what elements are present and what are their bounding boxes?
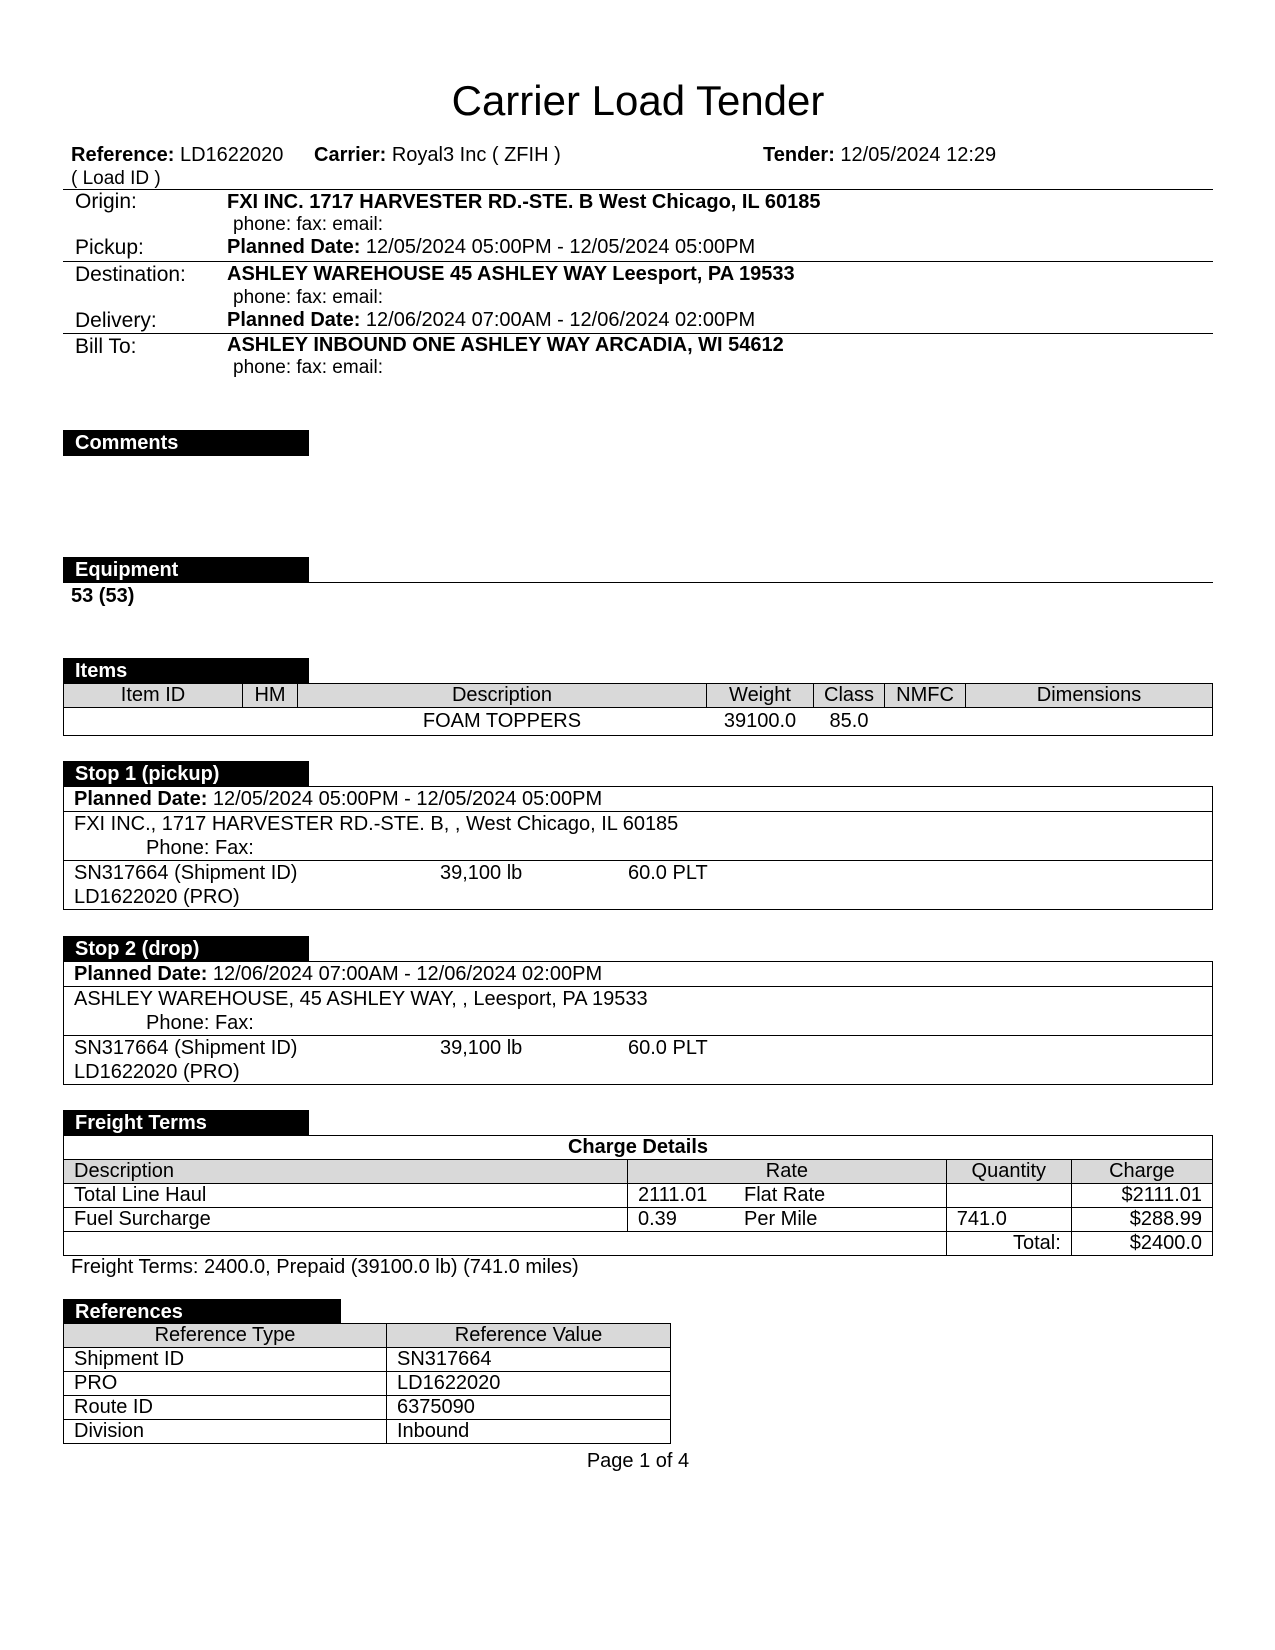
reference-value: Inbound [387, 1420, 671, 1444]
charge-amount: $2111.01 [1071, 1184, 1212, 1208]
charge-description: Total Line Haul [64, 1184, 628, 1208]
references-table [63, 1323, 671, 1444]
reference-value: 6375090 [387, 1396, 671, 1420]
destination-label: Destination: [75, 263, 186, 286]
reference-label: Reference: [71, 144, 175, 166]
table-row [64, 1372, 671, 1396]
column-header: Description [64, 1160, 628, 1184]
table-row [64, 1184, 1213, 1208]
document-title: Carrier Load Tender [451, 77, 825, 124]
reference-note: ( Load ID ) [71, 168, 161, 189]
reference-type: Route ID [64, 1396, 387, 1420]
charge-description: Fuel Surcharge [64, 1208, 628, 1232]
bill-to-label: Bill To: [75, 335, 137, 358]
column-header: Class [814, 684, 885, 708]
charge-rate-type: Flat Rate [734, 1184, 946, 1208]
charge-rate-type: Per Mile [734, 1208, 946, 1232]
stop-1-shipment-block [64, 861, 1212, 909]
class-cell: 85.0 [814, 708, 885, 736]
charge-rate: 0.39 [628, 1208, 735, 1232]
origin-label: Origin: [75, 190, 137, 213]
stop-2-shipment-id: SN317664 (Shipment ID) [74, 1037, 298, 1059]
stop-1-address: FXI INC., 1717 HARVESTER RD.-STE. B, , West Chicago, IL 60185 [74, 813, 679, 835]
stop-1-box [63, 786, 1213, 910]
stop-1-planned-date [64, 787, 1212, 812]
nmfc-cell [885, 708, 966, 736]
planned-date-label: Planned Date: [227, 309, 361, 331]
carrier-value: Royal3 Inc ( ZFIH ) [391, 144, 561, 166]
table-row [64, 1420, 671, 1444]
page-number: Page 1 of 4 [586, 1450, 690, 1472]
items-heading: Items [63, 658, 309, 684]
divider [63, 582, 1213, 583]
stop-2-pro: LD1622020 (PRO) [74, 1061, 240, 1083]
destination-contact: phone: fax: email: [233, 287, 383, 308]
planned-date-label: Planned Date: [74, 788, 208, 810]
stop-2-heading: Stop 2 (drop) [63, 936, 309, 962]
description-cell: FOAM TOPPERS [298, 708, 707, 736]
stop-2-address: ASHLEY WAREHOUSE, 45 ASHLEY WAY, , Leesport, PA 19533 [74, 988, 648, 1010]
hm-cell [243, 708, 298, 736]
delivery-planned-date [227, 309, 755, 332]
references-heading: References [63, 1299, 341, 1325]
reference-type: PRO [64, 1372, 387, 1396]
dimensions-cell [966, 708, 1213, 736]
column-header: Weight [707, 684, 814, 708]
column-header: Charge [1071, 1160, 1212, 1184]
divider [63, 189, 1213, 190]
stop-2-planned-date [64, 962, 1212, 987]
reference-value: LD1622020 [387, 1372, 671, 1396]
reference-type: Division [64, 1420, 387, 1444]
tender-value: 12/05/2024 12:29 [840, 144, 997, 166]
origin-address: FXI INC. 1717 HARVESTER RD.-STE. B West Chicago, IL 60185 [227, 191, 821, 213]
stop-1-pro: LD1622020 (PRO) [74, 886, 240, 908]
freight-terms-text: Freight Terms: 2400.0, Prepaid (39100.0 lb) (741.0 miles) [71, 1256, 579, 1278]
column-header: Reference Type [64, 1324, 387, 1348]
charge-amount: $288.99 [1071, 1208, 1212, 1232]
freight-terms-heading: Freight Terms [63, 1110, 309, 1136]
carrier-label: Carrier: [314, 144, 387, 166]
column-header: Dimensions [966, 684, 1213, 708]
total-row [64, 1232, 1213, 1256]
pickup-label: Pickup: [75, 236, 144, 259]
charge-quantity: 741.0 [946, 1208, 1071, 1232]
column-header: Reference Value [387, 1324, 671, 1348]
column-header: Description [298, 684, 707, 708]
charge-details-table [63, 1135, 1213, 1256]
planned-date-label: Planned Date: [74, 963, 208, 985]
table-row [64, 708, 1213, 736]
items-table [63, 683, 1213, 736]
items-header-row [64, 684, 1213, 708]
column-header: NMFC [885, 684, 966, 708]
reference-field [71, 144, 283, 167]
bill-to-contact: phone: fax: email: [233, 357, 383, 378]
column-header: Quantity [946, 1160, 1071, 1184]
carrier-field [314, 144, 561, 167]
weight-cell: 39100.0 [707, 708, 814, 736]
references-header-row [64, 1324, 671, 1348]
charge-header-row [64, 1160, 1213, 1184]
destination-address: ASHLEY WAREHOUSE 45 ASHLEY WAY Leesport, PA 19533 [227, 263, 795, 285]
stop-1-weight: 39,100 lb [440, 862, 523, 884]
table-row [64, 1348, 671, 1372]
column-header: Item ID [64, 684, 243, 708]
table-row [64, 1396, 671, 1420]
charge-rate: 2111.01 [628, 1184, 735, 1208]
stop-2-contact: Phone: Fax: [146, 1012, 254, 1034]
column-header: Rate [628, 1160, 947, 1184]
planned-date-value: 12/06/2024 07:00AM - 12/06/2024 02:00PM [212, 963, 603, 985]
stop-2-weight: 39,100 lb [440, 1037, 523, 1059]
charge-details-title-row [64, 1136, 1213, 1160]
item-id-cell [64, 708, 243, 736]
column-header: HM [243, 684, 298, 708]
equipment-heading: Equipment [63, 557, 309, 583]
table-row [64, 1208, 1213, 1232]
stop-2-box [63, 961, 1213, 1085]
stop-1-heading: Stop 1 (pickup) [63, 761, 309, 787]
stop-2-shipment-block [64, 1036, 1212, 1084]
stop-1-qty: 60.0 PLT [628, 862, 708, 884]
tender-label: Tender: [763, 144, 835, 166]
comments-heading: Comments [63, 430, 309, 456]
stop-1-address-block [64, 812, 1212, 861]
planned-date-value: 12/06/2024 07:00AM - 12/06/2024 02:00PM [365, 309, 756, 331]
stop-1-shipment-id: SN317664 (Shipment ID) [74, 862, 298, 884]
planned-date-label: Planned Date: [227, 236, 361, 258]
total-spacer [64, 1232, 947, 1256]
pickup-planned-date [227, 236, 755, 259]
total-label: Total: [946, 1232, 1071, 1256]
equipment-value: 53 (53) [71, 585, 135, 607]
planned-date-value: 12/05/2024 05:00PM - 12/05/2024 05:00PM [212, 788, 603, 810]
total-value: $2400.0 [1071, 1232, 1212, 1256]
origin-contact: phone: fax: email: [233, 214, 383, 235]
stop-2-address-block [64, 987, 1212, 1036]
delivery-label: Delivery: [75, 309, 157, 332]
divider [63, 261, 1213, 262]
tender-field [763, 144, 996, 167]
charge-quantity [946, 1184, 1071, 1208]
stop-2-qty: 60.0 PLT [628, 1037, 708, 1059]
reference-value: SN317664 [387, 1348, 671, 1372]
stop-1-contact: Phone: Fax: [146, 837, 254, 859]
reference-type: Shipment ID [64, 1348, 387, 1372]
reference-value: LD1622020 [179, 144, 284, 166]
bill-to-address: ASHLEY INBOUND ONE ASHLEY WAY ARCADIA, WI 54612 [227, 334, 784, 356]
planned-date-value: 12/05/2024 05:00PM - 12/05/2024 05:00PM [365, 236, 756, 258]
charge-details-label: Charge Details [64, 1136, 1213, 1160]
